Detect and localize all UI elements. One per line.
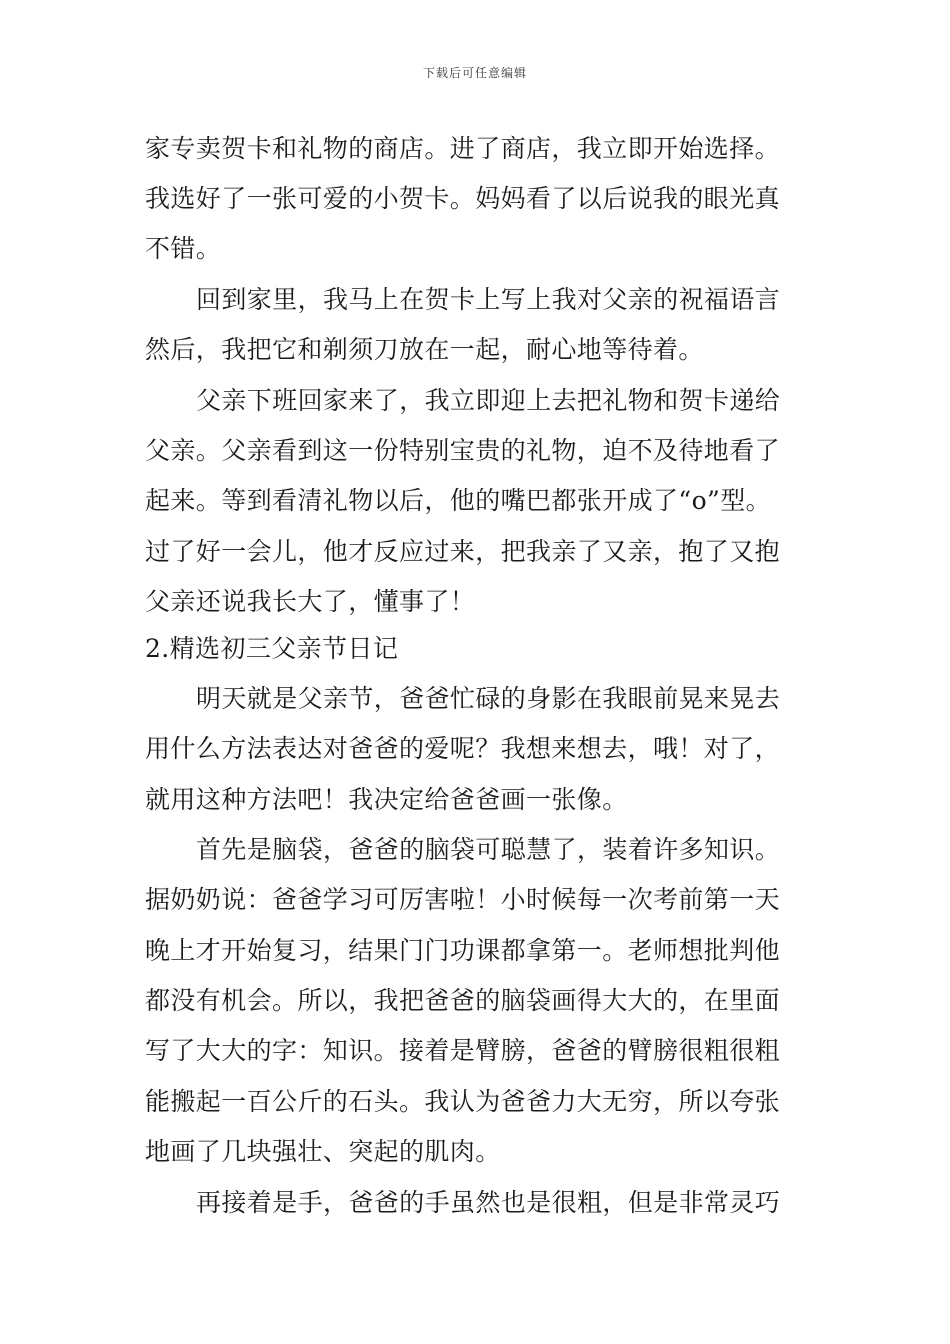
text-line: 据奶奶说：爸爸学习可厉害啦！小时候每一次考前第一天 <box>145 885 781 914</box>
text-line: 地画了几块强壮、突起的肌肉。 <box>145 1137 501 1166</box>
text-line: 起来。等到看清礼物以后，他的嘴巴都张开成了“o”型。 <box>145 486 772 515</box>
text-line: 然后，我把它和剃须刀放在一起，耐心地等待着。 <box>145 335 704 364</box>
paragraph-first-line: 回到家里，我马上在贺卡上写上我对父亲的祝福语言 <box>196 285 781 314</box>
paragraph-first-line: 首先是脑袋，爸爸的脑袋可聪慧了，装着许多知识。 <box>196 835 781 864</box>
text-line: 写了大大的字：知识。接着是臂膀，爸爸的臂膀很粗很粗 <box>145 1036 781 1065</box>
paragraph-first-line: 再接着是手，爸爸的手虽然也是很粗，但是非常灵巧 <box>196 1188 781 1217</box>
text-line: 能搬起一百公斤的石头。我认为爸爸力大无穷，所以夸张 <box>145 1087 781 1116</box>
section-heading: 2.精选初三父亲节日记 <box>145 634 399 663</box>
text-line: 我选好了一张可爱的小贺卡。妈妈看了以后说我的眼光真 <box>145 184 781 213</box>
text-line: 家专卖贺卡和礼物的商店。进了商店，我立即开始选择。 <box>145 134 781 163</box>
text-line: 都没有机会。所以，我把爸爸的脑袋画得大大的，在里面 <box>145 986 781 1015</box>
text-line: 晚上才开始复习，结果门门功课都拿第一。老师想批判他 <box>145 936 781 965</box>
page-header: 下载后可任意编辑 <box>422 66 527 80</box>
paragraph-first-line: 父亲下班回家来了，我立即迎上去把礼物和贺卡递给 <box>196 386 781 415</box>
text-line: 过了好一会儿，他才反应过来，把我亲了又亲，抱了又抱 <box>145 537 781 566</box>
text-line: 不错。 <box>145 234 222 263</box>
text-line: 父亲还说我长大了，懂事了！ <box>145 587 476 616</box>
text-line: 父亲。父亲看到这一份特别宝贵的礼物，迫不及待地看了 <box>145 436 781 465</box>
text-line: 就用这种方法吧！我决定给爸爸画一张像。 <box>145 785 628 814</box>
paragraph-first-line: 明天就是父亲节，爸爸忙碌的身影在我眼前晃来晃去 <box>196 684 781 713</box>
text-line: 用什么方法表达对爸爸的爱呢？我想来想去，哦！对了， <box>145 734 781 763</box>
